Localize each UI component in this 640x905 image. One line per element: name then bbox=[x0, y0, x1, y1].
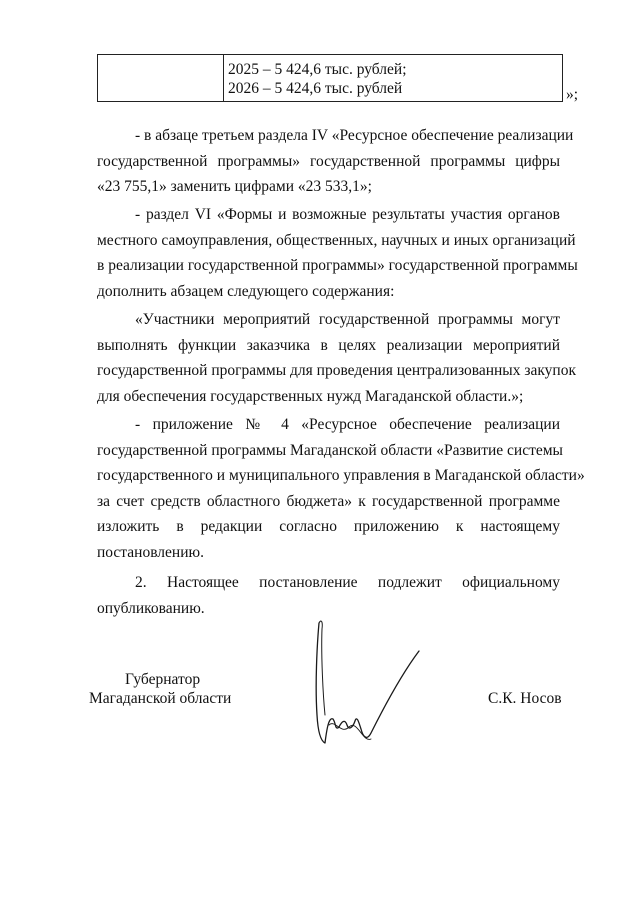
text-line: 2. Настоящее постановление подлежит официальному bbox=[135, 574, 560, 591]
text-line: государственной программы» государственной программы цифры bbox=[97, 152, 560, 170]
text-line: постановлению. bbox=[97, 543, 204, 561]
text-line: местного самоуправления, общественных, научных и иных организаций bbox=[97, 231, 576, 249]
paragraph-publication bbox=[97, 570, 560, 621]
text-line: «23 755,1» заменить цифрами «23 533,1»; bbox=[97, 178, 372, 195]
paragraph-section-vi-amendment bbox=[97, 202, 578, 304]
text-line: выполнять функции заказчика в целях реализации мероприятий bbox=[97, 336, 560, 354]
table-closing-quote: »; bbox=[566, 86, 579, 103]
handwritten-signature bbox=[305, 615, 435, 755]
text-line: государственной программы для проведения централизованных закупок bbox=[97, 362, 576, 379]
signatory-name: С.К. Носов bbox=[488, 690, 562, 707]
text-line: дополнить абзацем следующего содержания: bbox=[97, 282, 395, 300]
paragraph-section-iv-amendment bbox=[97, 123, 574, 200]
paragraph-participants-quote bbox=[97, 307, 576, 409]
text-line: в реализации государственной программы» государственной программы bbox=[97, 257, 578, 274]
funding-row-2025: 2025 – 5 424,6 тыс. рублей; bbox=[228, 61, 407, 78]
signatory-title bbox=[89, 670, 231, 708]
text-line: опубликованию. bbox=[97, 599, 205, 617]
text-line: для обеспечения государственных нужд Магаданской области.»; bbox=[97, 387, 524, 405]
text-line: государственной программы Магаданской области «Развитие системы bbox=[97, 441, 563, 459]
paragraph-appendix-4-amendment bbox=[97, 412, 585, 565]
signatory-region: Магаданской области bbox=[89, 690, 232, 707]
text-line: «Участники мероприятий государственной программы могут bbox=[135, 311, 560, 328]
signatory-position: Губернатор bbox=[125, 671, 201, 688]
text-line: - приложение № 4 «Ресурсное обеспечение реализации bbox=[135, 416, 560, 433]
table-cell-funding bbox=[228, 60, 407, 98]
text-line: государственного и муниципального управления в Магаданской области» bbox=[97, 467, 585, 484]
table-column-divider bbox=[223, 55, 224, 101]
funding-table-continuation bbox=[97, 54, 563, 102]
text-line: за счет средств областного бюджета» к государственной программе bbox=[97, 492, 560, 510]
funding-row-2026: 2026 – 5 424,6 тыс. рублей bbox=[228, 80, 403, 97]
text-line: - в абзаце третьем раздела IV «Ресурсное обеспечение реализации bbox=[135, 127, 574, 144]
text-line: - раздел VI «Формы и возможные результаты участия органов bbox=[135, 206, 560, 223]
text-line: изложить в редакции согласно приложению к настоящему bbox=[97, 518, 560, 535]
